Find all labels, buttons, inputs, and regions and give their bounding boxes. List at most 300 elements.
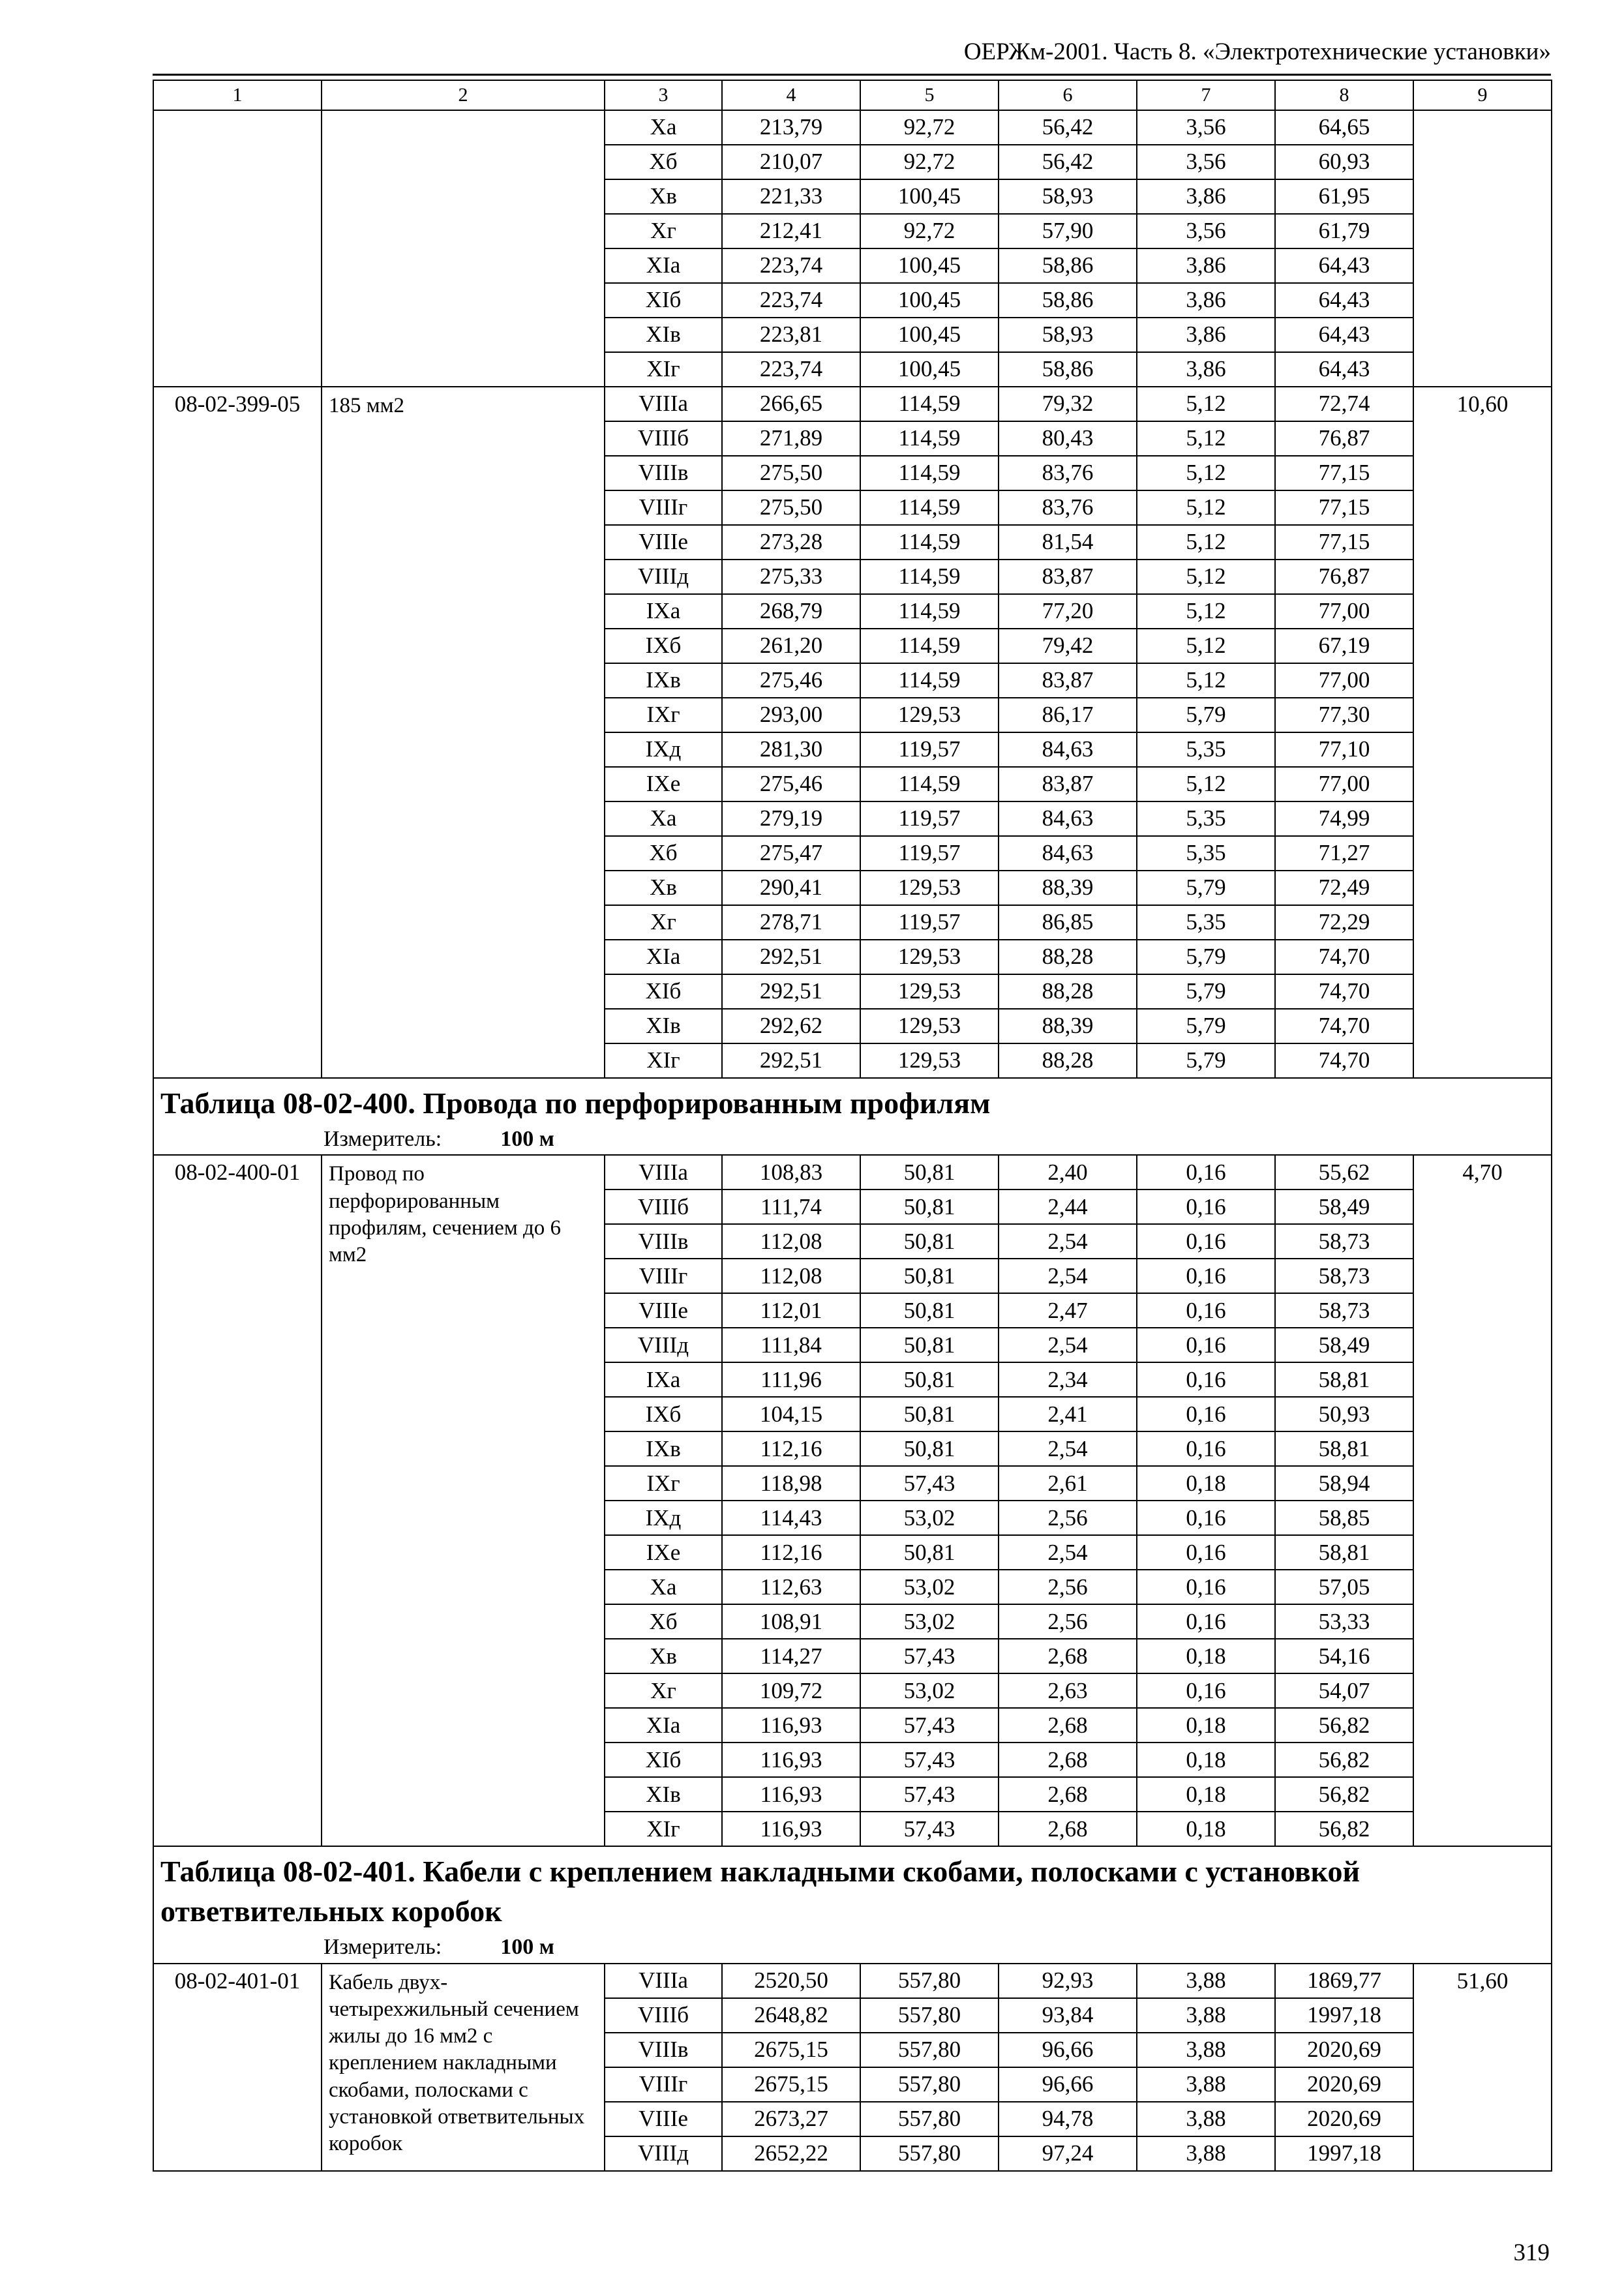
- labor-cost-cell: 557,80: [860, 1998, 999, 2033]
- region-cell: Xв: [605, 871, 722, 905]
- machinist-wage-cell: 0,16: [1137, 1501, 1275, 1535]
- table-title: Таблица 08-02-400. Провода по перфорированным профилям: [160, 1086, 991, 1120]
- labor-cost-cell: 119,57: [860, 732, 999, 767]
- machine-cost-cell: 83,76: [999, 456, 1137, 490]
- machine-cost-cell: 2,68: [999, 1812, 1137, 1846]
- machine-cost-cell: 2,68: [999, 1777, 1137, 1812]
- direct-cost-cell: 293,00: [722, 698, 860, 732]
- labor-cost-cell: 50,81: [860, 1362, 999, 1397]
- region-cell: VIIIб: [605, 421, 722, 456]
- machinist-wage-cell: 0,16: [1137, 1155, 1275, 1189]
- material-cost-cell: 58,73: [1275, 1259, 1413, 1293]
- machine-cost-cell: 2,41: [999, 1397, 1137, 1431]
- direct-cost-cell: 223,74: [722, 283, 860, 318]
- machinist-wage-cell: 0,16: [1137, 1397, 1275, 1431]
- region-cell: XIa: [605, 940, 722, 974]
- table-unit: [154, 1124, 1551, 1155]
- table-title: Таблица 08-02-401. Кабели с креплением накладными скобами, полосками с установкой ответвительных коробок: [160, 1855, 1361, 1928]
- labor-cost-cell: 53,02: [860, 1501, 999, 1535]
- region-cell: VIIIв: [605, 456, 722, 490]
- direct-cost-cell: 112,01: [722, 1293, 860, 1328]
- material-cost-cell: 64,43: [1275, 283, 1413, 318]
- direct-cost-cell: 221,33: [722, 179, 860, 214]
- region-cell: IXв: [605, 1431, 722, 1466]
- unit-label: Измеритель:: [323, 1934, 442, 1959]
- direct-cost-cell: 111,96: [722, 1362, 860, 1397]
- labor-cost-cell: 50,81: [860, 1328, 999, 1362]
- table-row: [153, 110, 1552, 145]
- machine-cost-cell: 2,54: [999, 1535, 1137, 1570]
- machinist-wage-cell: 0,16: [1137, 1362, 1275, 1397]
- machine-cost-cell: 84,63: [999, 732, 1137, 767]
- labor-cost-cell: 119,57: [860, 801, 999, 836]
- labor-cost-cell: 114,59: [860, 767, 999, 801]
- region-cell: XIб: [605, 283, 722, 318]
- table-title-cell: [153, 1078, 1552, 1155]
- machinist-wage-cell: 5,79: [1137, 974, 1275, 1009]
- unit-value: 100 м: [500, 1126, 554, 1151]
- machine-cost-cell: 56,42: [999, 145, 1137, 179]
- machinist-wage-cell: 0,16: [1137, 1224, 1275, 1259]
- machine-cost-cell: 2,54: [999, 1431, 1137, 1466]
- region-cell: VIIIг: [605, 2067, 722, 2102]
- region-cell: VIIIe: [605, 1293, 722, 1328]
- material-norm-cell: 51,60: [1413, 1964, 1552, 2171]
- unit-label: Измеритель:: [323, 1126, 442, 1151]
- material-cost-cell: 77,00: [1275, 594, 1413, 629]
- machine-cost-cell: 88,28: [999, 974, 1137, 1009]
- direct-cost-cell: 212,41: [722, 214, 860, 248]
- material-cost-cell: 72,49: [1275, 871, 1413, 905]
- material-cost-cell: 67,19: [1275, 629, 1413, 663]
- region-cell: VIIIб: [605, 1998, 722, 2033]
- direct-cost-cell: 275,47: [722, 836, 860, 871]
- direct-cost-cell: 2648,82: [722, 1998, 860, 2033]
- machine-cost-cell: 88,28: [999, 940, 1137, 974]
- direct-cost-cell: 111,74: [722, 1189, 860, 1224]
- machine-cost-cell: 57,90: [999, 214, 1137, 248]
- machinist-wage-cell: 3,88: [1137, 2136, 1275, 2171]
- machine-cost-cell: 84,63: [999, 836, 1137, 871]
- material-cost-cell: 77,15: [1275, 490, 1413, 525]
- region-cell: IXг: [605, 1466, 722, 1501]
- column-number: 5: [860, 80, 999, 110]
- table-unit: [154, 1932, 1551, 1963]
- labor-cost-cell: 114,59: [860, 560, 999, 594]
- region-cell: XIб: [605, 1743, 722, 1777]
- machine-cost-cell: 58,86: [999, 352, 1137, 387]
- machine-cost-cell: 2,68: [999, 1743, 1137, 1777]
- labor-cost-cell: 129,53: [860, 940, 999, 974]
- machine-cost-cell: 92,93: [999, 1964, 1137, 1998]
- labor-cost-cell: 57,43: [860, 1639, 999, 1673]
- machine-cost-cell: 2,68: [999, 1639, 1137, 1673]
- machinist-wage-cell: 0,18: [1137, 1708, 1275, 1743]
- material-cost-cell: 61,79: [1275, 214, 1413, 248]
- region-cell: VIIIв: [605, 2033, 722, 2067]
- machine-cost-cell: 83,87: [999, 663, 1137, 698]
- direct-cost-cell: 112,16: [722, 1431, 860, 1466]
- material-cost-cell: 64,43: [1275, 318, 1413, 352]
- machine-cost-cell: 88,39: [999, 871, 1137, 905]
- direct-cost-cell: 292,62: [722, 1009, 860, 1043]
- labor-cost-cell: 92,72: [860, 110, 999, 145]
- labor-cost-cell: 92,72: [860, 145, 999, 179]
- region-cell: IXв: [605, 663, 722, 698]
- direct-cost-cell: 112,08: [722, 1224, 860, 1259]
- machinist-wage-cell: 3,86: [1137, 318, 1275, 352]
- material-cost-cell: 56,82: [1275, 1708, 1413, 1743]
- machinist-wage-cell: 3,86: [1137, 352, 1275, 387]
- material-norm-cell: 4,70: [1413, 1155, 1552, 1846]
- description-cell: [322, 110, 605, 387]
- direct-cost-cell: 116,93: [722, 1708, 860, 1743]
- machine-cost-cell: 2,68: [999, 1708, 1137, 1743]
- region-cell: IXa: [605, 594, 722, 629]
- region-cell: VIIIг: [605, 1259, 722, 1293]
- machine-cost-cell: 97,24: [999, 2136, 1137, 2171]
- direct-cost-cell: 275,50: [722, 490, 860, 525]
- direct-cost-cell: 281,30: [722, 732, 860, 767]
- machine-cost-cell: 86,17: [999, 698, 1137, 732]
- direct-cost-cell: 292,51: [722, 940, 860, 974]
- direct-cost-cell: 271,89: [722, 421, 860, 456]
- region-cell: Xб: [605, 836, 722, 871]
- machine-cost-cell: 94,78: [999, 2102, 1137, 2136]
- direct-cost-cell: 292,51: [722, 1043, 860, 1078]
- machinist-wage-cell: 5,35: [1137, 801, 1275, 836]
- machinist-wage-cell: 5,79: [1137, 1009, 1275, 1043]
- direct-cost-cell: 213,79: [722, 110, 860, 145]
- material-cost-cell: 64,65: [1275, 110, 1413, 145]
- labor-cost-cell: 50,81: [860, 1259, 999, 1293]
- material-cost-cell: 74,70: [1275, 1009, 1413, 1043]
- machinist-wage-cell: 5,12: [1137, 629, 1275, 663]
- labor-cost-cell: 114,59: [860, 421, 999, 456]
- material-cost-cell: 77,15: [1275, 456, 1413, 490]
- material-cost-cell: 74,70: [1275, 974, 1413, 1009]
- labor-cost-cell: 557,80: [860, 2067, 999, 2102]
- table-row: [153, 1155, 1552, 1189]
- machine-cost-cell: 2,47: [999, 1293, 1137, 1328]
- region-cell: IXд: [605, 732, 722, 767]
- direct-cost-cell: 112,16: [722, 1535, 860, 1570]
- page-number: 319: [1513, 2239, 1550, 2266]
- direct-cost-cell: 2652,22: [722, 2136, 860, 2171]
- machinist-wage-cell: 0,16: [1137, 1673, 1275, 1708]
- labor-cost-cell: 114,59: [860, 456, 999, 490]
- region-cell: XIг: [605, 1812, 722, 1846]
- machinist-wage-cell: 3,88: [1137, 1998, 1275, 2033]
- material-cost-cell: 74,70: [1275, 940, 1413, 974]
- material-cost-cell: 2020,69: [1275, 2067, 1413, 2102]
- machinist-wage-cell: 3,86: [1137, 179, 1275, 214]
- labor-cost-cell: 557,80: [860, 2102, 999, 2136]
- direct-cost-cell: 109,72: [722, 1673, 860, 1708]
- machinist-wage-cell: 5,35: [1137, 732, 1275, 767]
- labor-cost-cell: 50,81: [860, 1431, 999, 1466]
- labor-cost-cell: 114,59: [860, 525, 999, 560]
- unit-value: 100 м: [500, 1934, 554, 1959]
- direct-cost-cell: 116,93: [722, 1743, 860, 1777]
- machinist-wage-cell: 0,16: [1137, 1570, 1275, 1604]
- machinist-wage-cell: 5,12: [1137, 663, 1275, 698]
- material-cost-cell: 58,49: [1275, 1189, 1413, 1224]
- region-cell: Xв: [605, 179, 722, 214]
- labor-cost-cell: 100,45: [860, 318, 999, 352]
- region-cell: VIIIa: [605, 1964, 722, 1998]
- machine-cost-cell: 2,44: [999, 1189, 1137, 1224]
- machine-cost-cell: 96,66: [999, 2067, 1137, 2102]
- direct-cost-cell: 114,43: [722, 1501, 860, 1535]
- machinist-wage-cell: 3,88: [1137, 2067, 1275, 2102]
- material-cost-cell: 77,00: [1275, 663, 1413, 698]
- material-cost-cell: 60,93: [1275, 145, 1413, 179]
- direct-cost-cell: 111,84: [722, 1328, 860, 1362]
- region-cell: Xa: [605, 110, 722, 145]
- direct-cost-cell: 108,91: [722, 1604, 860, 1639]
- machinist-wage-cell: 0,18: [1137, 1639, 1275, 1673]
- direct-cost-cell: 279,19: [722, 801, 860, 836]
- direct-cost-cell: 116,93: [722, 1812, 860, 1846]
- material-norm-cell: [1413, 110, 1552, 387]
- region-cell: Xб: [605, 145, 722, 179]
- direct-cost-cell: 275,46: [722, 663, 860, 698]
- material-cost-cell: 58,85: [1275, 1501, 1413, 1535]
- machinist-wage-cell: 5,12: [1137, 525, 1275, 560]
- code-cell: 08-02-401-01: [153, 1964, 322, 2171]
- machine-cost-cell: 83,87: [999, 767, 1137, 801]
- machine-cost-cell: 96,66: [999, 2033, 1137, 2067]
- labor-cost-cell: 53,02: [860, 1604, 999, 1639]
- labor-cost-cell: 57,43: [860, 1466, 999, 1501]
- direct-cost-cell: 290,41: [722, 871, 860, 905]
- labor-cost-cell: 114,59: [860, 387, 999, 421]
- labor-cost-cell: 114,59: [860, 629, 999, 663]
- material-cost-cell: 72,29: [1275, 905, 1413, 940]
- labor-cost-cell: 57,43: [860, 1708, 999, 1743]
- region-cell: VIIIб: [605, 1189, 722, 1224]
- machinist-wage-cell: 5,35: [1137, 836, 1275, 871]
- machine-cost-cell: 2,56: [999, 1570, 1137, 1604]
- column-number: 3: [605, 80, 722, 110]
- material-cost-cell: 58,49: [1275, 1328, 1413, 1362]
- material-cost-cell: 2020,69: [1275, 2102, 1413, 2136]
- machine-cost-cell: 2,54: [999, 1328, 1137, 1362]
- code-cell: 08-02-399-05: [153, 387, 322, 1078]
- machinist-wage-cell: 5,12: [1137, 767, 1275, 801]
- labor-cost-cell: 129,53: [860, 698, 999, 732]
- machinist-wage-cell: 3,88: [1137, 2102, 1275, 2136]
- machine-cost-cell: 83,87: [999, 560, 1137, 594]
- machinist-wage-cell: 0,16: [1137, 1535, 1275, 1570]
- region-cell: XIa: [605, 1708, 722, 1743]
- material-cost-cell: 58,73: [1275, 1293, 1413, 1328]
- direct-cost-cell: 112,08: [722, 1259, 860, 1293]
- region-cell: VIIIд: [605, 560, 722, 594]
- machinist-wage-cell: 5,35: [1137, 905, 1275, 940]
- region-cell: IXб: [605, 1397, 722, 1431]
- region-cell: VIIIa: [605, 387, 722, 421]
- machinist-wage-cell: 0,18: [1137, 1777, 1275, 1812]
- labor-cost-cell: 114,59: [860, 490, 999, 525]
- rates-table: [153, 80, 1552, 2172]
- machine-cost-cell: 2,56: [999, 1604, 1137, 1639]
- machinist-wage-cell: 3,56: [1137, 110, 1275, 145]
- labor-cost-cell: 129,53: [860, 1043, 999, 1078]
- labor-cost-cell: 57,43: [860, 1743, 999, 1777]
- region-cell: Xг: [605, 214, 722, 248]
- labor-cost-cell: 119,57: [860, 905, 999, 940]
- region-cell: IXa: [605, 1362, 722, 1397]
- machine-cost-cell: 58,86: [999, 248, 1137, 283]
- machine-cost-cell: 79,32: [999, 387, 1137, 421]
- direct-cost-cell: 112,63: [722, 1570, 860, 1604]
- region-cell: XIб: [605, 974, 722, 1009]
- labor-cost-cell: 129,53: [860, 871, 999, 905]
- column-number: 1: [153, 80, 322, 110]
- region-cell: VIIIд: [605, 1328, 722, 1362]
- labor-cost-cell: 557,80: [860, 2136, 999, 2171]
- material-cost-cell: 58,81: [1275, 1431, 1413, 1466]
- machinist-wage-cell: 5,12: [1137, 421, 1275, 456]
- labor-cost-cell: 129,53: [860, 1009, 999, 1043]
- material-cost-cell: 77,00: [1275, 767, 1413, 801]
- material-cost-cell: 56,82: [1275, 1743, 1413, 1777]
- machinist-wage-cell: 5,12: [1137, 560, 1275, 594]
- machinist-wage-cell: 5,12: [1137, 490, 1275, 525]
- column-number: 2: [322, 80, 605, 110]
- machinist-wage-cell: 3,56: [1137, 214, 1275, 248]
- machinist-wage-cell: 5,12: [1137, 594, 1275, 629]
- machinist-wage-cell: 0,16: [1137, 1604, 1275, 1639]
- material-cost-cell: 61,95: [1275, 179, 1413, 214]
- material-cost-cell: 54,07: [1275, 1673, 1413, 1708]
- machine-cost-cell: 77,20: [999, 594, 1137, 629]
- description-cell: Провод по перфорированным профилям, сечением до 6 мм2: [322, 1155, 605, 1846]
- region-cell: IXe: [605, 767, 722, 801]
- column-numbers-row: [153, 80, 1552, 110]
- material-cost-cell: 1997,18: [1275, 1998, 1413, 2033]
- region-cell: Xг: [605, 905, 722, 940]
- material-cost-cell: 1869,77: [1275, 1964, 1413, 1998]
- labor-cost-cell: 50,81: [860, 1535, 999, 1570]
- table-row: [153, 1964, 1552, 1998]
- machine-cost-cell: 81,54: [999, 525, 1137, 560]
- region-cell: VIIIг: [605, 490, 722, 525]
- machinist-wage-cell: 0,16: [1137, 1328, 1275, 1362]
- region-cell: XIв: [605, 1009, 722, 1043]
- region-cell: Xв: [605, 1639, 722, 1673]
- direct-cost-cell: 292,51: [722, 974, 860, 1009]
- region-cell: VIIIa: [605, 1155, 722, 1189]
- machinist-wage-cell: 5,79: [1137, 698, 1275, 732]
- material-cost-cell: 77,10: [1275, 732, 1413, 767]
- labor-cost-cell: 57,43: [860, 1777, 999, 1812]
- direct-cost-cell: 2675,15: [722, 2067, 860, 2102]
- region-cell: XIв: [605, 1777, 722, 1812]
- labor-cost-cell: 114,59: [860, 663, 999, 698]
- region-cell: XIв: [605, 318, 722, 352]
- material-cost-cell: 55,62: [1275, 1155, 1413, 1189]
- region-cell: VIIIe: [605, 525, 722, 560]
- code-cell: [153, 110, 322, 387]
- region-cell: XIa: [605, 248, 722, 283]
- machine-cost-cell: 2,34: [999, 1362, 1137, 1397]
- direct-cost-cell: 223,74: [722, 352, 860, 387]
- direct-cost-cell: 273,28: [722, 525, 860, 560]
- machine-cost-cell: 58,86: [999, 283, 1137, 318]
- direct-cost-cell: 2673,27: [722, 2102, 860, 2136]
- description-cell: Кабель двух-четырехжильный сечением жилы до 16 мм2 с креплением накладными скобами, полосками с установкой ответвительных коробок: [322, 1964, 605, 2171]
- machinist-wage-cell: 5,12: [1137, 387, 1275, 421]
- material-cost-cell: 53,33: [1275, 1604, 1413, 1639]
- machine-cost-cell: 86,85: [999, 905, 1137, 940]
- direct-cost-cell: 261,20: [722, 629, 860, 663]
- region-cell: IXб: [605, 629, 722, 663]
- direct-cost-cell: 2675,15: [722, 2033, 860, 2067]
- labor-cost-cell: 92,72: [860, 214, 999, 248]
- labor-cost-cell: 119,57: [860, 836, 999, 871]
- column-number: 6: [999, 80, 1137, 110]
- column-number: 4: [722, 80, 860, 110]
- material-cost-cell: 58,81: [1275, 1362, 1413, 1397]
- machine-cost-cell: 88,28: [999, 1043, 1137, 1078]
- direct-cost-cell: 2520,50: [722, 1964, 860, 1998]
- material-cost-cell: 72,74: [1275, 387, 1413, 421]
- machinist-wage-cell: 3,88: [1137, 1964, 1275, 1998]
- region-cell: Xг: [605, 1673, 722, 1708]
- material-cost-cell: 2020,69: [1275, 2033, 1413, 2067]
- material-cost-cell: 76,87: [1275, 421, 1413, 456]
- labor-cost-cell: 50,81: [860, 1293, 999, 1328]
- direct-cost-cell: 223,81: [722, 318, 860, 352]
- direct-cost-cell: 223,74: [722, 248, 860, 283]
- direct-cost-cell: 268,79: [722, 594, 860, 629]
- labor-cost-cell: 100,45: [860, 352, 999, 387]
- machinist-wage-cell: 5,79: [1137, 1043, 1275, 1078]
- direct-cost-cell: 118,98: [722, 1466, 860, 1501]
- machinist-wage-cell: 0,18: [1137, 1812, 1275, 1846]
- table-row: [153, 387, 1552, 421]
- material-cost-cell: 54,16: [1275, 1639, 1413, 1673]
- region-cell: VIIIв: [605, 1224, 722, 1259]
- labor-cost-cell: 57,43: [860, 1812, 999, 1846]
- labor-cost-cell: 114,59: [860, 594, 999, 629]
- machine-cost-cell: 56,42: [999, 110, 1137, 145]
- region-cell: Xa: [605, 801, 722, 836]
- material-cost-cell: 56,82: [1275, 1812, 1413, 1846]
- labor-cost-cell: 100,45: [860, 179, 999, 214]
- labor-cost-cell: 50,81: [860, 1397, 999, 1431]
- region-cell: IXг: [605, 698, 722, 732]
- labor-cost-cell: 557,80: [860, 1964, 999, 1998]
- labor-cost-cell: 100,45: [860, 248, 999, 283]
- material-cost-cell: 74,70: [1275, 1043, 1413, 1078]
- machine-cost-cell: 2,56: [999, 1501, 1137, 1535]
- direct-cost-cell: 114,27: [722, 1639, 860, 1673]
- machine-cost-cell: 88,39: [999, 1009, 1137, 1043]
- machine-cost-cell: 58,93: [999, 318, 1137, 352]
- material-cost-cell: 77,15: [1275, 525, 1413, 560]
- machine-cost-cell: 83,76: [999, 490, 1137, 525]
- material-cost-cell: 56,82: [1275, 1777, 1413, 1812]
- machinist-wage-cell: 3,86: [1137, 248, 1275, 283]
- region-cell: IXe: [605, 1535, 722, 1570]
- machinist-wage-cell: 0,18: [1137, 1466, 1275, 1501]
- material-cost-cell: 77,30: [1275, 698, 1413, 732]
- material-cost-cell: 64,43: [1275, 248, 1413, 283]
